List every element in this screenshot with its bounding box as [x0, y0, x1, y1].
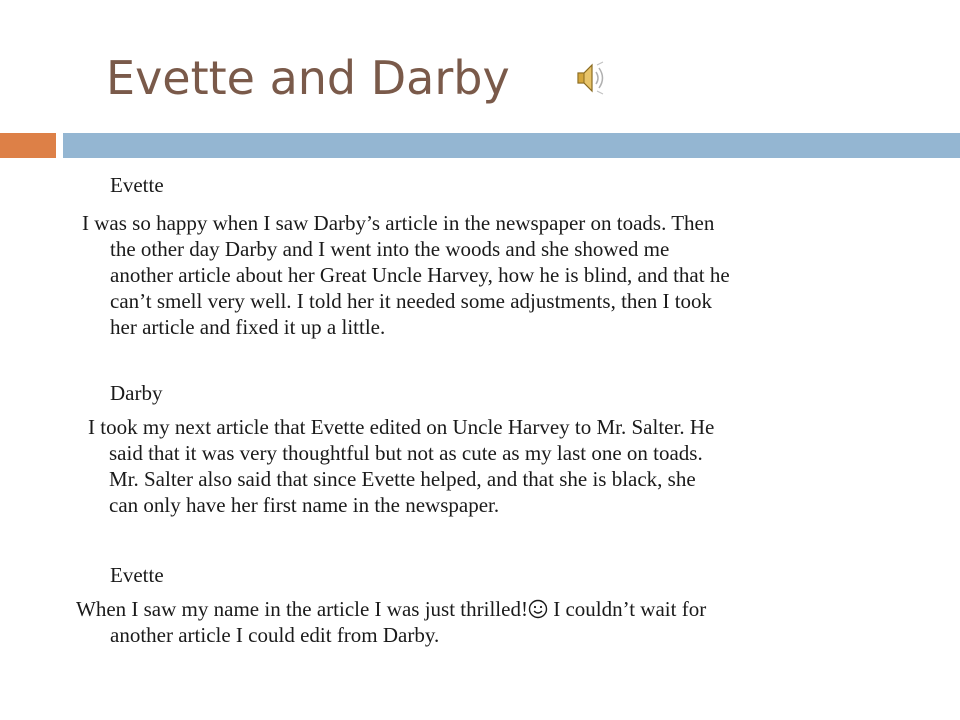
speaker-label: Evette	[110, 173, 164, 197]
speaker-audio-icon[interactable]	[575, 60, 609, 96]
paragraph-text: I couldn’t wait for	[547, 597, 707, 621]
paragraph-line: her article and fixed it up a little.	[110, 315, 386, 339]
paragraph-line: another article I could edit from Darby.	[110, 623, 440, 647]
paragraph	[82, 210, 730, 340]
paragraph	[88, 414, 714, 518]
paragraph	[76, 596, 706, 648]
paragraph-line: said that it was very thoughtful but not as cute as my last one on toads.	[109, 441, 703, 465]
slide-title: Evette and Darby	[106, 51, 510, 105]
paragraph-line	[76, 596, 706, 622]
paragraph-line: I took my next article that Evette edited on Uncle Harvey to Mr. Salter. He	[88, 415, 715, 439]
paragraph-line: another article about her Great Uncle Harvey, how he is blind, and that he	[110, 263, 730, 287]
speaker-label: Darby	[110, 381, 163, 405]
title-rule-bar	[63, 133, 960, 158]
paragraph-line: can only have her first name in the newspaper.	[109, 493, 500, 517]
paragraph-line: I was so happy when I saw Darby’s article in the newspaper on toads. Then	[82, 211, 715, 235]
accent-bar	[0, 133, 56, 158]
paragraph-line: Mr. Salter also said that since Evette helped, and that she is black, she	[109, 467, 696, 491]
paragraph-text: When I saw my name in the article I was just thrilled!	[76, 597, 528, 621]
paragraph-line: can’t smell very well. I told her it needed some adjustments, then I took	[110, 289, 713, 313]
paragraph-line: the other day Darby and I went into the woods and she showed me	[110, 237, 670, 261]
speaker-label: Evette	[110, 563, 164, 587]
smiley-face-icon	[528, 599, 548, 619]
